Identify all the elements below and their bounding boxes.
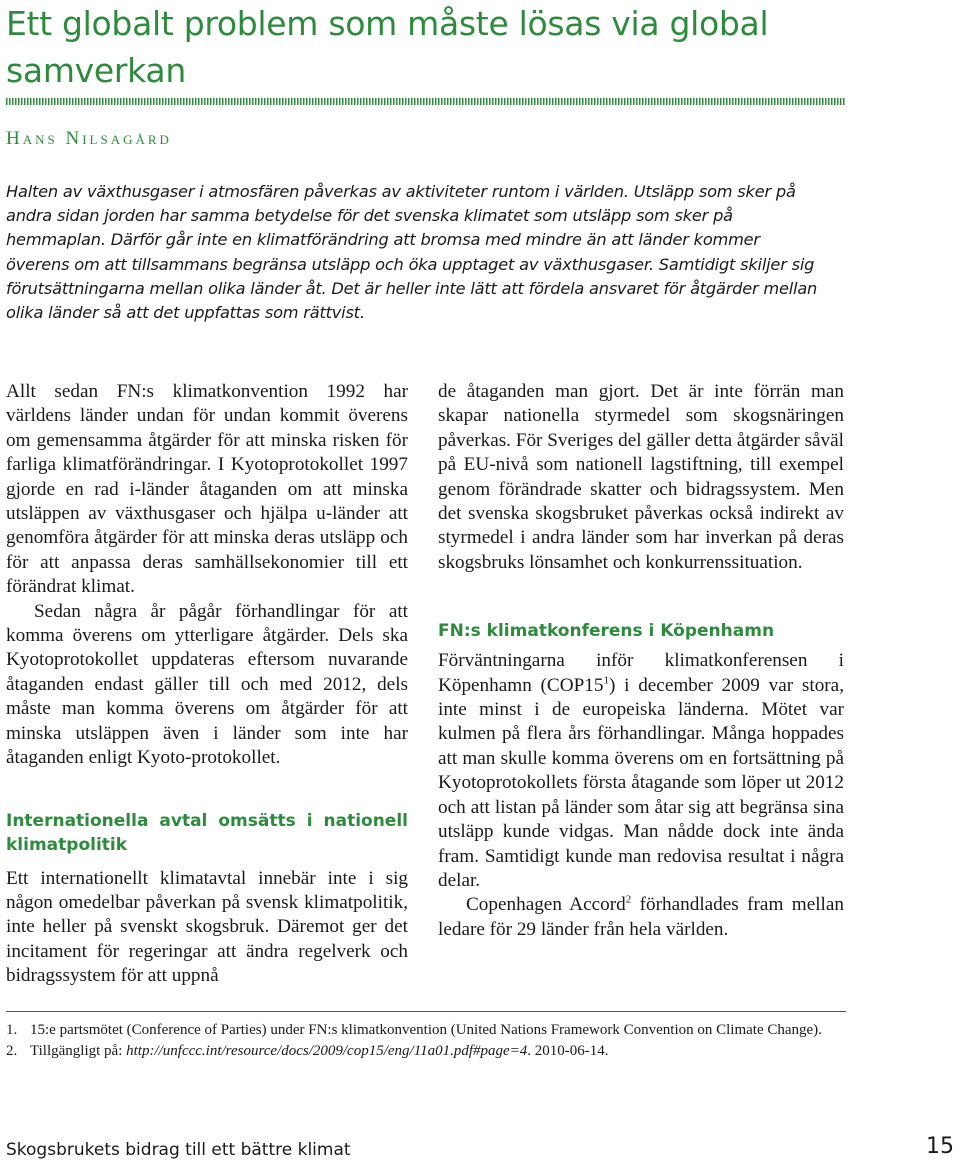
footnote-1: 1. 15:e partsmötet (Conference of Parties) under FN:s klimatkonvention (United Nations Framework Convention on Climate Change).	[6, 1022, 822, 1038]
page-title: Ett globalt problem som måste lösas via global samverkan	[6, 4, 769, 90]
left-paragraph-2: Sedan några år pågår förhandlingar för att komma överens om ytterligare åtgärder. Dels ska Kyotoprotokollet uppdateras eftersom nuvarande åtaganden endast gäller till och med 2012, dels måste man komma överens om åtgärder för att minska utsläppen även i länder som inte har åtaganden enligt Kyoto-protokollet.	[6, 600, 408, 769]
left-paragraph-3: Ett internationellt klimatavtal innebär inte i sig någon omedelbar påverkan på svensk klimatpolitik, inte heller på svenskt skogsbruk. Däremot ger det incitament för regeringar att ändra regelverk och bidragssystem för att uppnå	[6, 867, 408, 987]
section-heading-national-policy: Internationella avtal omsätts i nationell klimatpolitik	[6, 810, 408, 855]
section-heading-copenhagen: FN:s klimatkonferens i Köpenhamn	[438, 621, 775, 642]
footnote-2: 2. Tillgängligt på: http://unfccc.int/resource/docs/2009/cop15/eng/11a01.pdf#page=4. 2010-06-14.	[6, 1043, 609, 1059]
footnote-ref-2: 2	[625, 893, 632, 906]
left-column	[6, 380, 408, 989]
title-divider	[6, 98, 846, 105]
left-paragraph-1: Allt sedan FN:s klimatkonvention 1992 har världens länder undan för undan kommit överens om gemensamma åtgärder för att minska risken för farliga klimatförändringar. I Kyotoprotokollet 1997 gjorde en rad i-länder åtaganden om att minska utsläppen av växthusgaser och hjälpa u-länder att genomföra åtgärder för att minska deras utsläpp och för att anpassa deras samhällsekonomier till ett förändrat klimat.	[6, 381, 408, 598]
right-paragraph-3: Copenhagen Accord$^2$ förhandlades fram mellan ledare för 29 länder från hela världen.	[438, 893, 844, 940]
ingress-paragraph: Halten av växthusgaser i atmosfären påverkas av aktiviteter runtom i världen. Utsläpp som sker på andra sidan jorden har samma betydelse för det svenska klimatet som utsläpp som sker på hemmaplan. Därför går inte en klimatförändring att bromsa med mindre än att länder kommer överens om att tillsammans begränsa utsläpp och öka upptaget av växthusgaser. Samtidigt skiljer sig förutsättningarna mellan olika länder åt. Det är heller inte lätt att fördela ansvaret för åtgärder mellan olika länder så att det uppfattas som rättvist.	[6, 182, 818, 323]
page-number: 15	[926, 1134, 954, 1159]
publication-title: Skogsbrukets bidrag till ett bättre klimat	[6, 1140, 351, 1160]
right-paragraph-2: Förväntningarna inför klimatkonferensen i Köpenhamn $(COP15^1)$ i december 2009 var stora, inte minst i de europeiska länderna. Mötet var kulmen på flera års förhandlingar. Många hoppades att man skulle komma överens om en fortsättning på Kyotoprotokollets första åtagande som löper ut 2012 och att listan på länder som åtar sig att begränsa sina utsläpp kunde vidgas. Man nådde dock inte ända fram. Samtidigt kunde man redovisa resultat i några delar.	[438, 650, 844, 891]
footnotes	[6, 1011, 846, 1062]
right-column	[438, 380, 844, 942]
author-byline: Hans Nilsagård	[6, 128, 172, 149]
right-paragraph-1: de åtaganden man gjort. Det är inte förrän man skapar nationella styrmedel som skogsnäringen påverkas. För Sveriges del gäller detta åtgärder såväl på EU-nivå som nationell lagstiftning, till exempel genom förändrade skatter och bidragssystem. Men det svenska skogsbruket påverkas också indirekt av styrmedel i andra länder som har inverkan på deras skogsbruks lönsamhet och konkurrenssituation.	[438, 381, 844, 573]
footnote-ref-1: 1	[603, 674, 609, 687]
footnote-link[interactable]: http://unfccc.int/resource/docs/2009/cop15/eng/11a01.pdf#page=4	[126, 1043, 528, 1059]
